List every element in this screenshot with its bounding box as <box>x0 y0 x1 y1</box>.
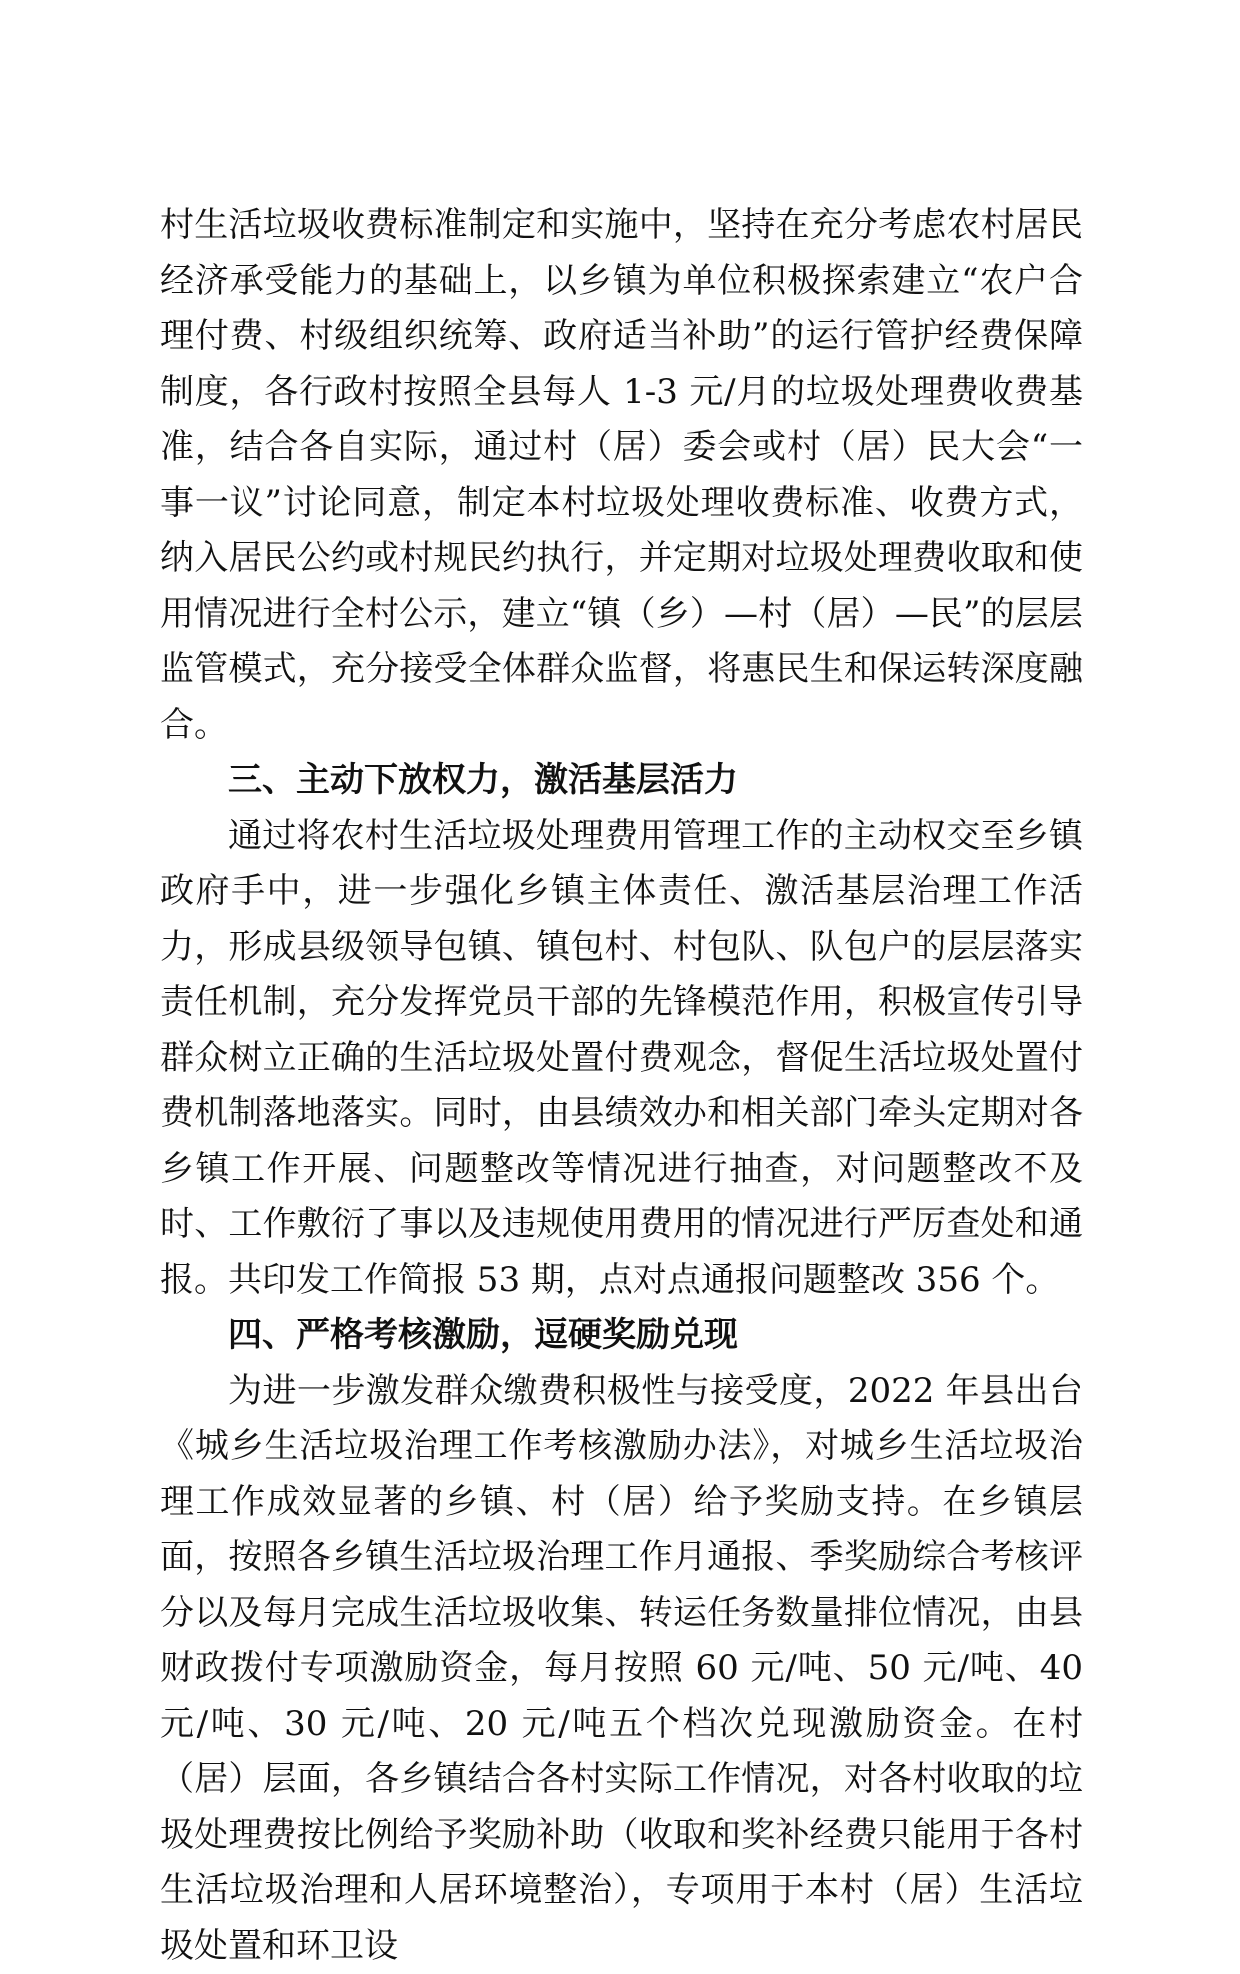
section-heading-4: 四、严格考核激励，逗硬奖励兑现 <box>160 1308 1083 1364</box>
paragraph-section-3: 通过将农村生活垃圾处理费用管理工作的主动权交至乡镇政府手中，进一步强化乡镇主体责任、激活基层治理工作活力，形成县级领导包镇、镇包村、村包队、队包户的层层落实责任机制，充分发挥党员干部的先锋模范作用，积极宣传引导群众树立正确的生活垃圾处置付费观念，督促生活垃圾处置付费机制落地落实。同时，由县绩效办和相关部门牵头定期对各乡镇工作开展、问题整改等情况进行抽查，对问题整改不及时、工作敷衍了事以及违规使用费用的情况进行严厉查处和通报。共印发工作简报 53 期，点对点通报问题整改 356 个。 <box>160 809 1083 1309</box>
paragraph-section-4: 为进一步激发群众缴费积极性与接受度，2022 年县出台《城乡生活垃圾治理工作考核激励办法》，对城乡生活垃圾治理工作成效显著的乡镇、村（居）给予奖励支持。在乡镇层面，按照各乡镇生活垃圾治理工作月通报、季奖励综合考核评分以及每月完成生活垃圾收集、转运任务数量排位情况，由县财政拨付专项激励资金，每月按照 60 元/吨、50 元/吨、40 元/吨、30 元/吨、20 元/吨五个档次兑现激励资金。在村（居）层面，各乡镇结合各村实际工作情况，对各村收取的垃圾处理费按比例给予奖励补助（收取和奖补经费只能用于各村生活垃圾治理和人居环境整治），专项用于本村（居）生活垃圾处置和环卫设 <box>160 1364 1083 1974</box>
section-heading-3: 三、主动下放权力，激活基层活力 <box>160 753 1083 809</box>
document-body <box>160 198 1083 1974</box>
paragraph-continued: 村生活垃圾收费标准制定和实施中，坚持在充分考虑农村居民经济承受能力的基础上，以乡镇为单位积极探索建立“农户合理付费、村级组织统筹、政府适当补助”的运行管护经费保障制度，各行政村按照全县每人 1-3 元/月的垃圾处理费收费基准，结合各自实际，通过村（居）委会或村（居）民大会“一事一议”讨论同意，制定本村垃圾处理收费标准、收费方式，纳入居民公约或村规民约执行，并定期对垃圾处理费收取和使用情况进行全村公示，建立“镇（乡）—村（居）—民”的层层监管模式，充分接受全体群众监督，将惠民生和保运转深度融合。 <box>160 198 1083 753</box>
